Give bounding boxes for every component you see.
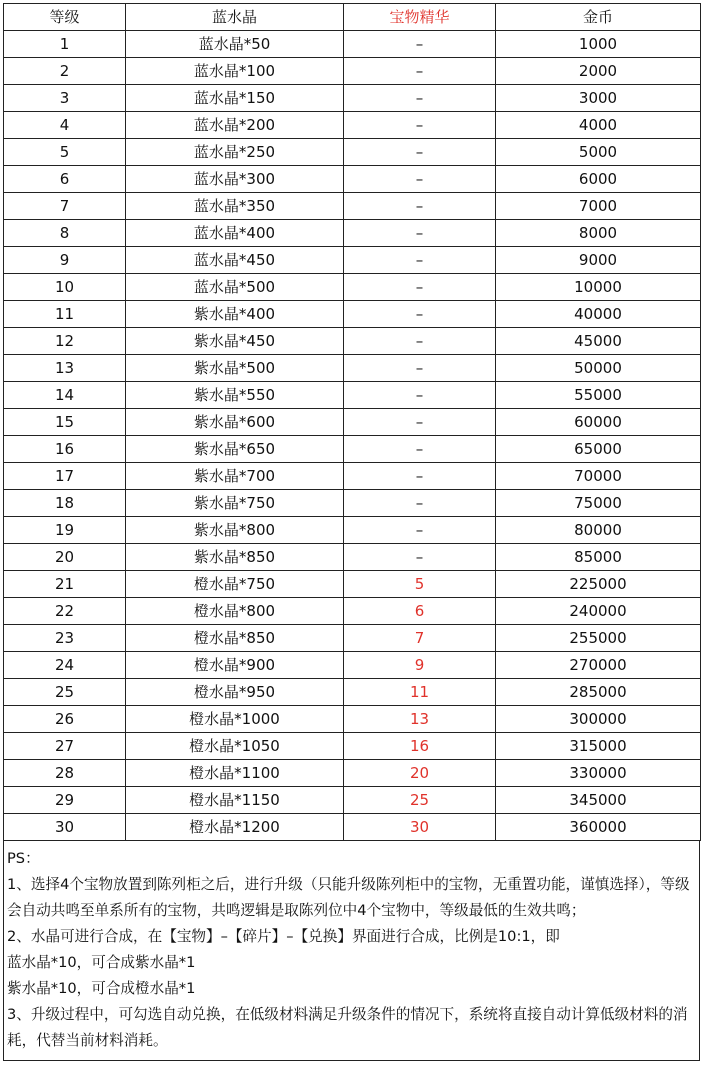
table-row [4,814,701,841]
level-cell: 25 [4,679,126,706]
level-cell: 11 [4,301,126,328]
gold-cost-cell: 240000 [496,598,701,625]
table-body [4,31,701,841]
header-gold: 金币 [496,4,701,31]
essence-cost-cell: 6 [344,598,496,625]
essence-cost-cell: – [344,328,496,355]
ps-notes [3,841,700,1061]
note-line: 蓝水晶*10，可合成紫水晶*1 [7,954,196,971]
gold-cost-cell: 2000 [496,58,701,85]
table-row [4,220,701,247]
essence-cost-cell: – [344,247,496,274]
level-cell: 13 [4,355,126,382]
table-row [4,463,701,490]
table-row [4,274,701,301]
crystal-cost-cell: 蓝水晶*300 [126,166,344,193]
table-row [4,85,701,112]
essence-cost-cell: 7 [344,625,496,652]
level-cell: 26 [4,706,126,733]
gold-cost-cell: 55000 [496,382,701,409]
crystal-cost-cell: 紫水晶*850 [126,544,344,571]
gold-cost-cell: 8000 [496,220,701,247]
crystal-cost-cell: 蓝水晶*50 [126,31,344,58]
gold-cost-cell: 360000 [496,814,701,841]
crystal-cost-cell: 蓝水晶*450 [126,247,344,274]
table-row [4,139,701,166]
crystal-cost-cell: 紫水晶*600 [126,409,344,436]
crystal-cost-cell: 橙水晶*1200 [126,814,344,841]
table-row [4,166,701,193]
table-row [4,706,701,733]
note-line: 紫水晶*10，可合成橙水晶*1 [7,980,196,997]
gold-cost-cell: 7000 [496,193,701,220]
gold-cost-cell: 9000 [496,247,701,274]
crystal-cost-cell: 蓝水晶*100 [126,58,344,85]
level-cell: 21 [4,571,126,598]
essence-cost-cell: 30 [344,814,496,841]
level-cell: 20 [4,544,126,571]
crystal-cost-cell: 蓝水晶*250 [126,139,344,166]
crystal-cost-cell: 橙水晶*1150 [126,787,344,814]
gold-cost-cell: 285000 [496,679,701,706]
crystal-cost-cell: 蓝水晶*500 [126,274,344,301]
gold-cost-cell: 1000 [496,31,701,58]
crystal-cost-cell: 紫水晶*500 [126,355,344,382]
level-cell: 22 [4,598,126,625]
level-cell: 15 [4,409,126,436]
level-cell: 3 [4,85,126,112]
level-cell: 24 [4,652,126,679]
header-blue-crystal: 蓝水晶 [126,4,344,31]
level-cell: 29 [4,787,126,814]
table-row [4,355,701,382]
level-cell: 18 [4,490,126,517]
crystal-cost-cell: 蓝水晶*150 [126,85,344,112]
essence-cost-cell: – [344,409,496,436]
crystal-cost-cell: 橙水晶*1000 [126,706,344,733]
table-row [4,652,701,679]
gold-cost-cell: 330000 [496,760,701,787]
table-row [4,625,701,652]
level-cell: 17 [4,463,126,490]
essence-cost-cell: – [344,355,496,382]
table-header [4,4,701,31]
level-cell: 30 [4,814,126,841]
table-row [4,490,701,517]
essence-cost-cell: – [344,31,496,58]
gold-cost-cell: 300000 [496,706,701,733]
gold-cost-cell: 65000 [496,436,701,463]
crystal-cost-cell: 橙水晶*1050 [126,733,344,760]
essence-cost-cell: – [344,436,496,463]
gold-cost-cell: 50000 [496,355,701,382]
essence-cost-cell: – [344,220,496,247]
level-cell: 23 [4,625,126,652]
table-row [4,58,701,85]
essence-cost-cell: 5 [344,571,496,598]
table-row [4,679,701,706]
crystal-cost-cell: 蓝水晶*350 [126,193,344,220]
upgrade-cost-table [3,3,701,841]
table-row [4,328,701,355]
level-cell: 28 [4,760,126,787]
gold-cost-cell: 345000 [496,787,701,814]
crystal-cost-cell: 紫水晶*650 [126,436,344,463]
essence-cost-cell: 20 [344,760,496,787]
note-line: 2、水晶可进行合成，在【宝物】–【碎片】–【兑换】界面进行合成，比例是10:1，即 [7,928,560,945]
essence-cost-cell: – [344,274,496,301]
level-cell: 1 [4,31,126,58]
table-row [4,787,701,814]
essence-cost-cell: 13 [344,706,496,733]
essence-cost-cell: – [344,517,496,544]
notes-heading: PS： [7,850,40,867]
level-cell: 2 [4,58,126,85]
gold-cost-cell: 3000 [496,85,701,112]
level-cell: 8 [4,220,126,247]
crystal-cost-cell: 紫水晶*550 [126,382,344,409]
level-cell: 4 [4,112,126,139]
crystal-cost-cell: 橙水晶*750 [126,571,344,598]
level-cell: 6 [4,166,126,193]
crystal-cost-cell: 紫水晶*700 [126,463,344,490]
level-cell: 19 [4,517,126,544]
level-cell: 9 [4,247,126,274]
crystal-cost-cell: 蓝水晶*200 [126,112,344,139]
crystal-cost-cell: 紫水晶*800 [126,517,344,544]
crystal-cost-cell: 紫水晶*450 [126,328,344,355]
header-row [4,4,701,31]
gold-cost-cell: 315000 [496,733,701,760]
gold-cost-cell: 70000 [496,463,701,490]
gold-cost-cell: 255000 [496,625,701,652]
essence-cost-cell: – [344,193,496,220]
gold-cost-cell: 45000 [496,328,701,355]
essence-cost-cell: – [344,490,496,517]
gold-cost-cell: 270000 [496,652,701,679]
gold-cost-cell: 80000 [496,517,701,544]
table-row [4,733,701,760]
crystal-cost-cell: 紫水晶*400 [126,301,344,328]
note-line: 3、升级过程中，可勾选自动兑换，在低级材料满足升级条件的情况下，系统将直接自动计算低级材料的消耗，代替当前材料消耗。 [7,1006,688,1049]
gold-cost-cell: 75000 [496,490,701,517]
gold-cost-cell: 60000 [496,409,701,436]
essence-cost-cell: – [344,58,496,85]
essence-cost-cell: – [344,85,496,112]
gold-cost-cell: 85000 [496,544,701,571]
crystal-cost-cell: 橙水晶*800 [126,598,344,625]
gold-cost-cell: 10000 [496,274,701,301]
essence-cost-cell: 11 [344,679,496,706]
level-cell: 16 [4,436,126,463]
table-row [4,301,701,328]
note-line: 1、选择4个宝物放置到陈列柜之后，进行升级（只能升级陈列柜中的宝物，无重置功能，谨慎选择），等级会自动共鸣至单系所有的宝物，共鸣逻辑是取陈列位中4个宝物中，等级最低的生效共鸣； [7,876,690,919]
upgrade-cost-sheet [3,3,700,1061]
crystal-cost-cell: 蓝水晶*400 [126,220,344,247]
gold-cost-cell: 40000 [496,301,701,328]
level-cell: 12 [4,328,126,355]
level-cell: 14 [4,382,126,409]
table-row [4,544,701,571]
table-row [4,760,701,787]
crystal-cost-cell: 橙水晶*1100 [126,760,344,787]
level-cell: 27 [4,733,126,760]
header-level: 等级 [4,4,126,31]
gold-cost-cell: 225000 [496,571,701,598]
essence-cost-cell: – [344,301,496,328]
table-row [4,112,701,139]
crystal-cost-cell: 橙水晶*850 [126,625,344,652]
essence-cost-cell: 9 [344,652,496,679]
level-cell: 7 [4,193,126,220]
gold-cost-cell: 4000 [496,112,701,139]
essence-cost-cell: – [344,463,496,490]
essence-cost-cell: – [344,112,496,139]
table-row [4,247,701,274]
essence-cost-cell: 25 [344,787,496,814]
crystal-cost-cell: 紫水晶*750 [126,490,344,517]
essence-cost-cell: – [344,166,496,193]
table-row [4,193,701,220]
table-row [4,571,701,598]
level-cell: 10 [4,274,126,301]
essence-cost-cell: – [344,544,496,571]
header-treasure-essence: 宝物精华 [344,4,496,31]
table-row [4,409,701,436]
essence-cost-cell: – [344,139,496,166]
table-row [4,31,701,58]
table-row [4,598,701,625]
gold-cost-cell: 6000 [496,166,701,193]
table-row [4,382,701,409]
crystal-cost-cell: 橙水晶*900 [126,652,344,679]
essence-cost-cell: – [344,382,496,409]
essence-cost-cell: 16 [344,733,496,760]
crystal-cost-cell: 橙水晶*950 [126,679,344,706]
gold-cost-cell: 5000 [496,139,701,166]
level-cell: 5 [4,139,126,166]
table-row [4,436,701,463]
table-row [4,517,701,544]
